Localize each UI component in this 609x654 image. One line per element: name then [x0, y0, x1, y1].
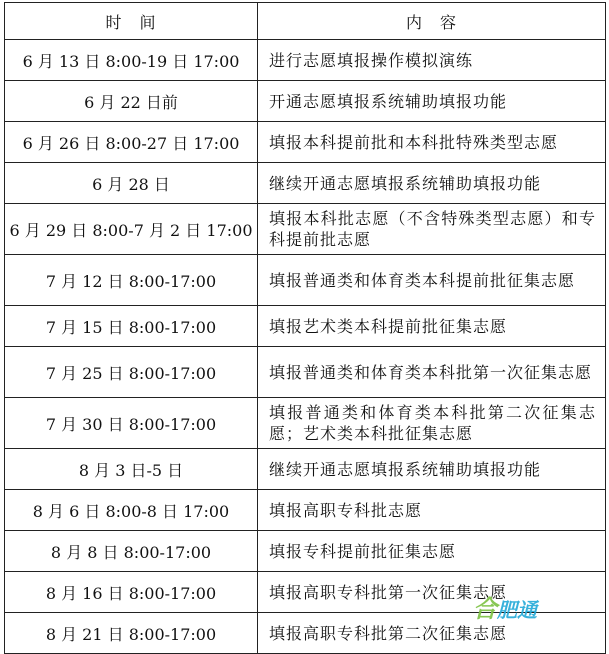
row-content: 继续开通志愿填报系统辅助填报功能	[258, 449, 606, 490]
table-row	[5, 449, 606, 490]
row-time: 7 月 15 日 8:00-17:00	[5, 306, 258, 347]
watermark-text-c: 通	[517, 598, 537, 622]
row-content: 进行志愿填报操作模拟演练	[258, 40, 606, 81]
row-content: 填报艺术类本科提前批征集志愿	[258, 306, 606, 347]
row-time: 8 月 6 日 8:00-8 日 17:00	[5, 490, 258, 531]
row-content: 填报普通类和体育类本科提前批征集志愿	[258, 255, 606, 306]
schedule-table	[4, 2, 606, 654]
row-content: 填报本科提前批和本科批特殊类型志愿	[258, 122, 606, 163]
watermark-mark: 合	[473, 595, 497, 623]
row-time: 6 月 29 日 8:00-7 月 2 日 17:00	[5, 204, 258, 255]
row-time: 8 月 21 日 8:00-17:00	[5, 613, 258, 654]
row-content: 填报高职专科批志愿	[258, 490, 606, 531]
table-row	[5, 531, 606, 572]
row-content: 填报高职专科批第二次征集志愿	[258, 613, 606, 654]
row-time: 6 月 22 日前	[5, 81, 258, 122]
row-time: 8 月 3 日-5 日	[5, 449, 258, 490]
row-time: 6 月 26 日 8:00-27 日 17:00	[5, 122, 258, 163]
row-content: 继续开通志愿填报系统辅助填报功能	[258, 163, 606, 204]
row-content: 填报普通类和体育类本科批第二次征集志愿；艺术类本科批征集志愿	[258, 398, 606, 449]
table-row	[5, 163, 606, 204]
table-row	[5, 490, 606, 531]
row-time: 7 月 12 日 8:00-17:00	[5, 255, 258, 306]
table-row	[5, 122, 606, 163]
watermark-text-b: 肥	[497, 598, 517, 622]
header-content: 内 容	[258, 3, 606, 40]
row-content: 填报普通类和体育类本科批第一次征集志愿	[258, 347, 606, 398]
table-row	[5, 40, 606, 81]
table-header-row	[5, 3, 606, 40]
table-row	[5, 398, 606, 449]
row-time: 8 月 8 日 8:00-17:00	[5, 531, 258, 572]
table-row	[5, 306, 606, 347]
row-content: 填报本科批志愿（不含特殊类型志愿）和专科提前批志愿	[258, 204, 606, 255]
schedule-sheet	[4, 2, 605, 644]
header-time: 时 间	[5, 3, 258, 40]
row-time: 7 月 25 日 8:00-17:00	[5, 347, 258, 398]
row-time: 6 月 13 日 8:00-19 日 17:00	[5, 40, 258, 81]
table-row	[5, 81, 606, 122]
table-row	[5, 347, 606, 398]
row-content: 开通志愿填报系统辅助填报功能	[258, 81, 606, 122]
row-time: 8 月 16 日 8:00-17:00	[5, 572, 258, 613]
row-time: 6 月 28 日	[5, 163, 258, 204]
row-content: 填报专科提前批征集志愿	[258, 531, 606, 572]
table-row	[5, 204, 606, 255]
row-time: 7 月 30 日 8:00-17:00	[5, 398, 258, 449]
media-logo-watermark	[473, 592, 591, 626]
row-content: 填报高职专科批第一次征集志愿	[258, 572, 606, 613]
table-row	[5, 255, 606, 306]
